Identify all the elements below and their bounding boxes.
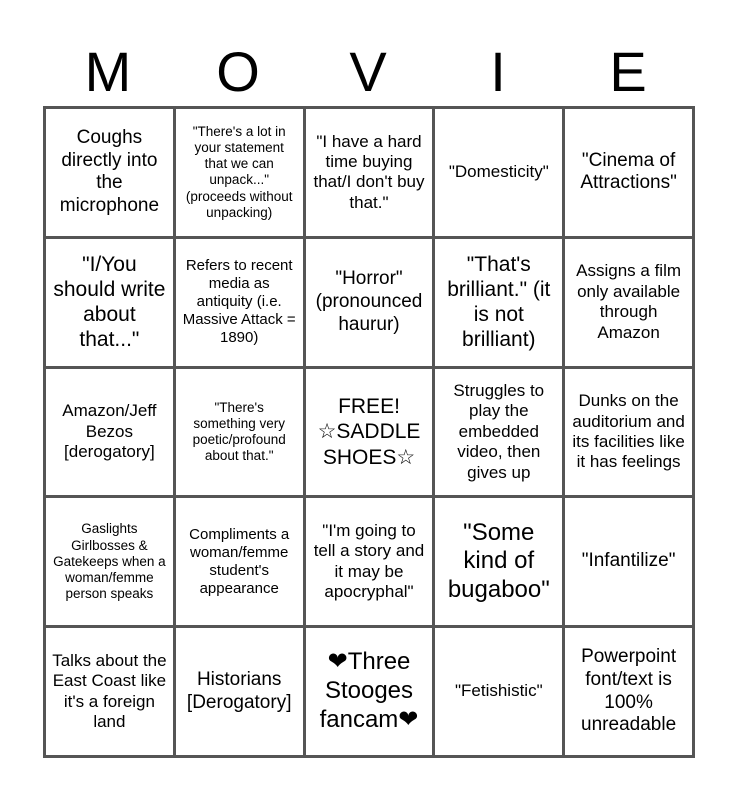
cell-text: Compliments a woman/femme student's appearance [189,525,290,597]
cell-text: Struggles to play the embedded video, then gives up [453,381,545,482]
bingo-cell-r2-c4[interactable] [435,239,562,366]
bingo-cell-r5-c1[interactable] [46,628,173,755]
bingo-cell-r4-c2[interactable] [176,498,303,625]
cell-text: Coughs directly into the microphone [59,126,160,217]
cell-text: Powerpoint font/text is 100% unreadable [581,646,677,736]
bingo-cell-r3-c3-free-space[interactable] [306,369,433,496]
cell-text: "Cinema of Attractions" [580,149,677,194]
bingo-cell-r5-c3[interactable] [306,628,433,755]
cell-text: "Some kind of bugaboo" [447,518,550,604]
cell-text: "Infantilize" [581,550,676,572]
cell-text: Historians [Derogatory] [186,668,292,713]
bingo-cell-r1-c4[interactable] [435,109,562,236]
bingo-cell-r5-c4[interactable] [435,628,562,755]
bingo-cell-r5-c2[interactable] [176,628,303,755]
cell-text: "I'm going to tell a story and it may be apocryphal" [313,521,425,602]
bingo-cell-r2-c3[interactable] [306,239,433,366]
title-letter-m: M [84,40,132,103]
cell-text: "Horror" (pronounced haurur) [315,268,423,335]
cell-text: "There's a lot in your statement that we can unpack..." (proceeds without unpacking) [185,123,293,220]
cell-text: Amazon/Jeff Bezos [derogatory] [62,401,157,462]
bingo-cell-r2-c1[interactable] [46,239,173,366]
bingo-cell-r3-c4[interactable] [435,369,562,496]
bingo-cell-r1-c5[interactable] [565,109,692,236]
cell-text: Gaslights Girlbosses & Gatekeeps when a woman/femme person speaks [53,521,166,602]
bingo-cell-r4-c3[interactable] [306,498,433,625]
bingo-cell-r3-c1[interactable] [46,369,173,496]
bingo-cell-r3-c5[interactable] [565,369,692,496]
bingo-cell-r1-c3[interactable] [306,109,433,236]
bingo-board [43,106,695,758]
title-letter-i: I [490,40,506,103]
title-letter-v: V [349,40,387,103]
cell-text: "Fetishistic" [454,681,543,701]
bingo-cell-r4-c5[interactable] [565,498,692,625]
bingo-cell-r2-c5[interactable] [565,239,692,366]
title-letter-e: E [609,40,647,103]
cell-text: FREE! ☆SADDLE SHOES☆ [317,395,421,469]
title-letter-o: O [216,40,260,103]
bingo-title [43,36,693,108]
cell-text: Assigns a film only available through Amazon [576,261,682,342]
cell-text: "There's something very poetic/profound about that." [192,399,286,464]
cell-text: "Domesticity" [448,162,549,182]
cell-text: "That's brilliant." (it is not brilliant) [447,252,551,352]
cell-text: ❤Three Stooges fancam❤ [319,648,419,733]
cell-text: "I/You should write about that..." [53,252,166,352]
bingo-cell-r5-c5[interactable] [565,628,692,755]
bingo-cell-r4-c4[interactable] [435,498,562,625]
bingo-cell-r4-c1[interactable] [46,498,173,625]
cell-text: Dunks on the auditorium and its facilities like it has feelings [572,391,685,472]
cell-text: "I have a hard time buying that/I don't buy that." [313,131,425,212]
bingo-cell-r3-c2[interactable] [176,369,303,496]
bingo-cell-r1-c1[interactable] [46,109,173,236]
bingo-cell-r2-c2[interactable] [176,239,303,366]
cell-text: Talks about the East Coast like it's a foreign land [52,650,167,731]
cell-text: Refers to recent media as antiquity (i.e. Massive Attack = 1890) [182,257,296,347]
bingo-cell-r1-c2[interactable] [176,109,303,236]
